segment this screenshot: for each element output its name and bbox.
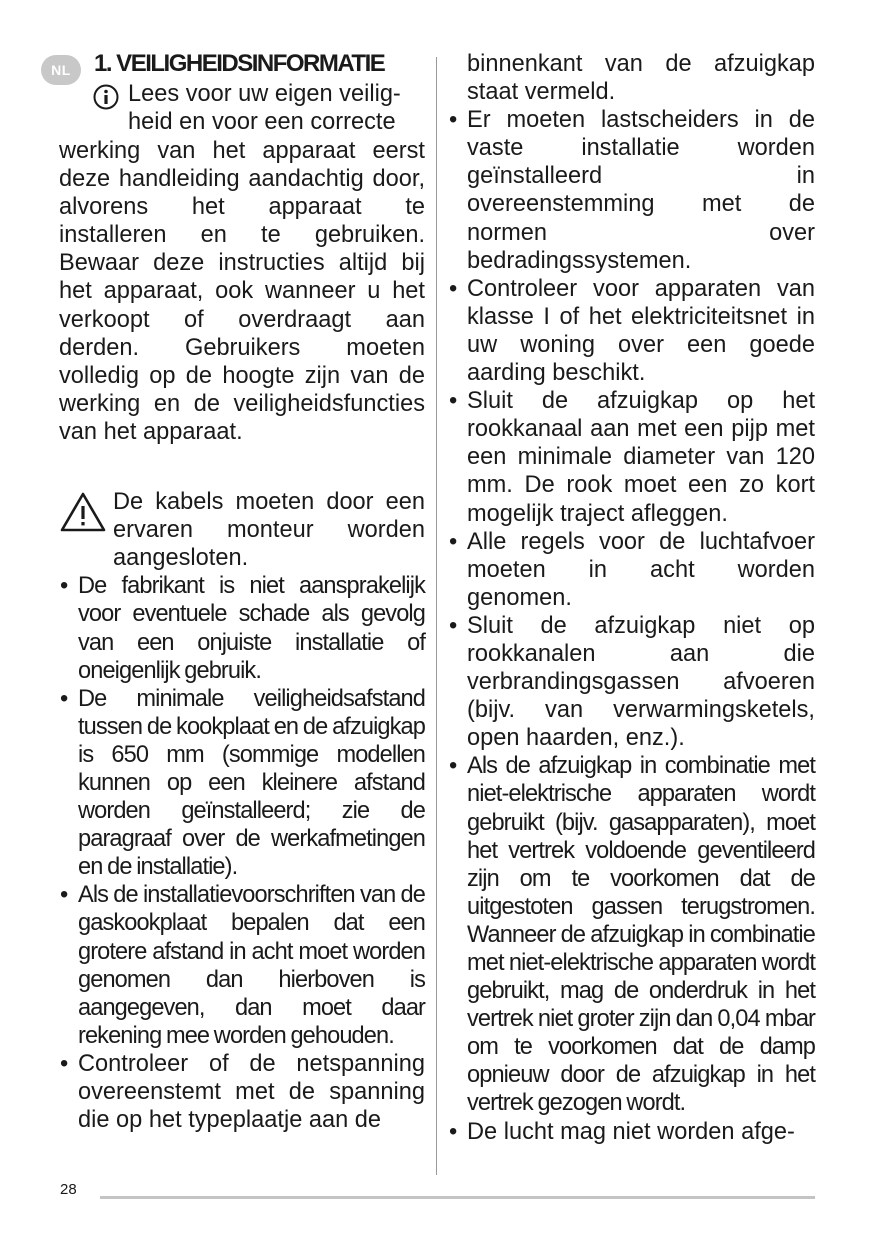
list-item: • De minimale veiligheidsafstand tussen de kookplaat en de afzuigkap is 650 mm (sommige modellen kunnen op een kleinere afstand worden geïnstalleerd; zie de paragraaf over de werkafmetingen en de installatie). xyxy=(59,685,425,882)
list-item: • Als de afzuigkap in combinatie met niet-elektrische apparaten wordt gebruikt (bijv. gasapparaten), moet het vertrek voldoende geventileerd zijn om te voorkomen dat de uitgestoten gassen terugstromen. Wanneer de afzuigkap in combinatie met niet-elektrische apparaten wordt gebruikt, mag de onderdruk in het vertrek niet groter zijn dan 0,04 mbar om te voorkomen dat de damp opnieuw door de afzuigkap in het vertrek gezogen wordt. xyxy=(448,752,815,1117)
warning-text: De kabels moeten door een ervaren monteur worden aangesloten. xyxy=(113,489,425,572)
left-bullet-list xyxy=(59,572,425,1134)
list-item: • Sluit de afzuigkap niet op rookkanalen aan die verbrandingsgassen afvoeren (bijv. van verwarmingsketels, open haarden, enz.). xyxy=(448,612,815,752)
list-item: • De fabrikant is niet aansprakelijk voor eventuele schade als gevolg van een onjuiste installatie of oneigenlijk gebruik. xyxy=(59,572,425,684)
warning-block xyxy=(59,488,425,572)
list-item: • Sluit de afzuigkap op het rookkanaal aan met een pijp met een minimale diameter van 120 mm. De rook moet een zo kort mogelijk traject afleggen. xyxy=(448,387,815,527)
intro-line-1: Lees voor uw eigen veilig- xyxy=(128,81,401,107)
list-item: • De lucht mag niet worden afge- xyxy=(448,1118,815,1146)
list-item: • Er moeten lastscheiders in de vaste installatie worden geïnstalleerd in overeenstemming met de normen over bedradingssystemen. xyxy=(448,106,815,275)
left-column xyxy=(59,50,425,1134)
list-item: • Controleer voor apparaten van klasse I of het elektriciteitsnet in uw woning over een goede aarding beschikt. xyxy=(448,275,815,387)
intro-line-2: heid en voor een correcte xyxy=(128,109,396,136)
language-badge: NL xyxy=(41,55,81,85)
list-item: • Als de installatievoorschriften van de gaskookplaat bepalen dat een grotere afstand in acht moet worden genomen dan hierboven is aangegeven, dan moet daar rekening mee worden gehouden. xyxy=(59,881,425,1050)
list-item: • Controleer of de netspanning overeenstemt met de spanning die op het typeplaatje aan de xyxy=(59,1050,425,1134)
warning-triangle-icon xyxy=(59,491,107,533)
page-number: 28 xyxy=(60,1181,77,1198)
intro-paragraph: werking van het apparaat eerst deze handleiding aandachtig door, alvorens het apparaat te installeren en te gebruiken. Bewaar deze instructies altijd bij het apparaat, ook wanneer u het verkoopt of overdraagt aan derden. Gebruikers moeten volledig op de hoogte zijn van de werking en de veiligheidsfuncties van het apparaat. xyxy=(59,138,425,445)
intro-header xyxy=(59,80,425,137)
column-divider xyxy=(436,57,437,1175)
right-bullet-list xyxy=(448,106,815,1145)
info-icon xyxy=(93,84,119,110)
right-column xyxy=(448,50,815,1146)
section-title: 1. VEILIGHEIDSINFORMATIE xyxy=(94,50,385,77)
footer-rule xyxy=(100,1196,815,1199)
continued-text: binnenkant van de afzuigkap staat vermeld. xyxy=(467,51,815,106)
list-item: • Alle regels voor de luchtafvoer moeten in acht worden genomen. xyxy=(448,528,815,612)
